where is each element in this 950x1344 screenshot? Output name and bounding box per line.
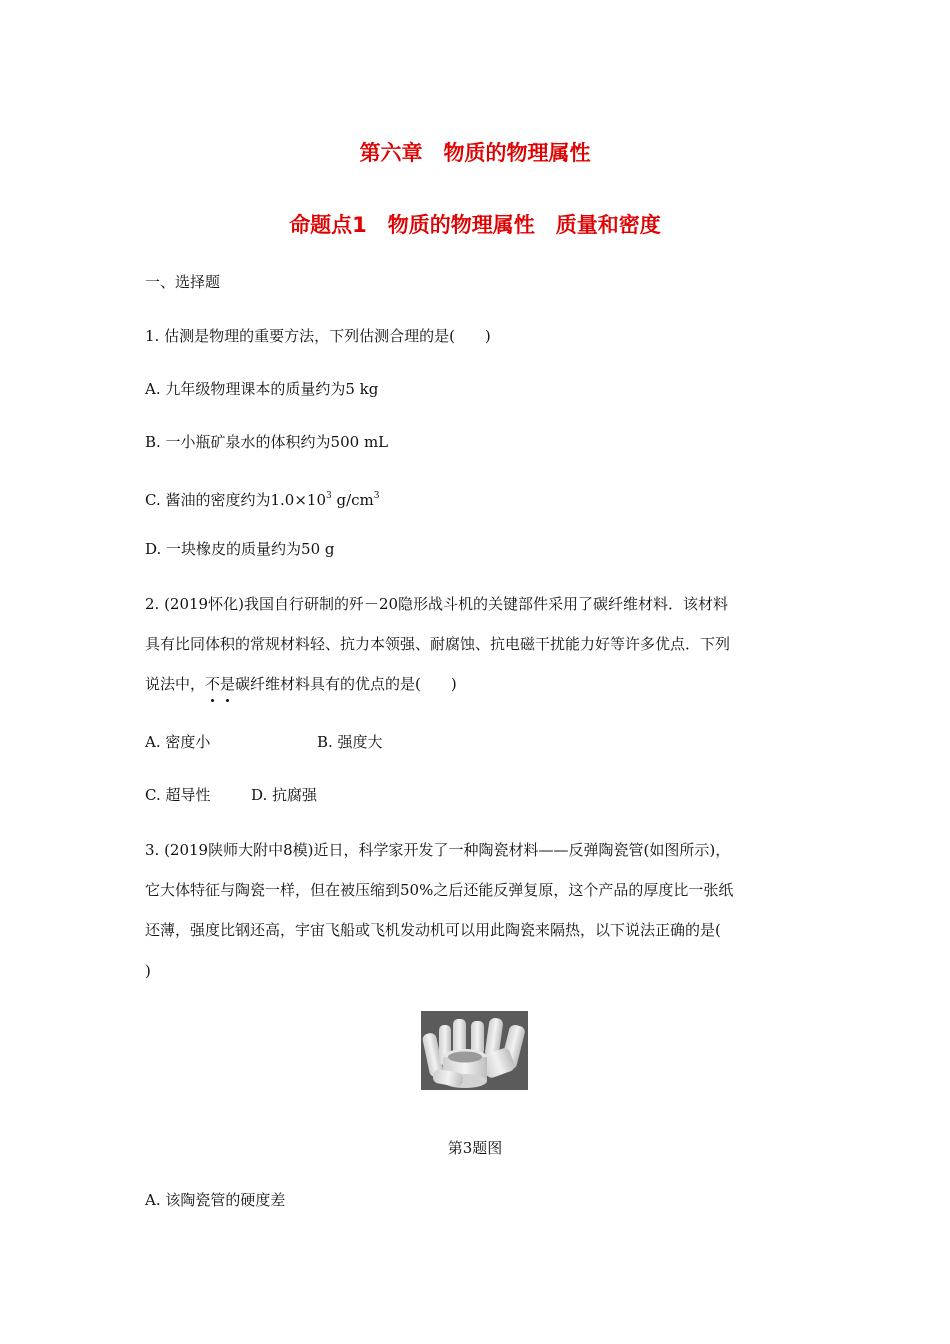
q2-stem-line3 (145, 674, 457, 694)
figure-caption: 第3题图 (447, 1139, 503, 1157)
q2-stem-line2: 具有比同体积的常规材料轻、抗力本领强、耐腐蚀、抗电磁干扰能力好等许多优点．下列 (145, 635, 731, 653)
q1-option-c-unit-exponent: 3 (373, 491, 380, 501)
q2-options-row1 (145, 732, 545, 752)
q1-option-d: D. 一块橡皮的质量约为50 g (145, 540, 335, 558)
q2-stem-line3-end: 碳纤维材料具有的优点的是( ) (235, 675, 457, 693)
q2-options-row2 (145, 785, 545, 805)
q1-option-c-exponent: 3 (326, 491, 332, 501)
q3-stem-line4: ) (145, 962, 151, 980)
q2-stem-line3-start: 说法中， (145, 675, 206, 693)
ceramic-tube-photo (421, 1011, 528, 1090)
q3-stem-line1: 3. (2019陕师大附中8模)近日，科学家开发了一种陶瓷材料——反弹陶瓷管(如图所示)， (145, 841, 731, 859)
q3-stem-line2: 它大体特征与陶瓷一样，但在被压缩到50%之后还能反弹复原，这个产品的厚度比一张纸 (145, 881, 734, 899)
q1-option-c-text: C. 酱油的密度约为1.0×10 (145, 491, 326, 509)
q2-option-b: B. 强度大 (317, 733, 383, 751)
q1-option-c-unit: g/cm (331, 491, 374, 509)
q2-option-c: C. 超导性 (145, 786, 211, 804)
q2-stem-line1: 2. (2019怀化)我国自行研制的歼－20隐形战斗机的关键部件采用了碳纤维材料．该材料 (145, 595, 729, 613)
q3-stem-line3: 还薄，强度比钢还高，宇宙飞船或飞机发动机可以用此陶瓷来隔热，以下说法正确的是( (145, 921, 721, 939)
section-title: 命题点1 物质的物理属性 质量和密度 (289, 213, 661, 237)
chapter-title: 第六章 物质的物理属性 (359, 141, 591, 165)
q2-emphasis-is: 是 (220, 675, 236, 693)
q2-option-a: A. 密度小 (145, 733, 211, 751)
q2-option-d: D. 抗腐强 (251, 786, 318, 804)
q2-emphasis-not: 不 (205, 675, 221, 693)
q1-option-b: B. 一小瓶矿泉水的体积约为500 mL (145, 433, 389, 451)
q3-option-a: A. 该陶瓷管的硬度差 (145, 1191, 286, 1209)
q1-stem: 1. 估测是物理的重要方法，下列估测合理的是( ) (145, 327, 491, 345)
part-heading: 一、选择题 (145, 273, 221, 291)
q1-option-a: A. 九年级物理课本的质量约为5 kg (145, 380, 379, 398)
q1-option-c (145, 486, 380, 510)
